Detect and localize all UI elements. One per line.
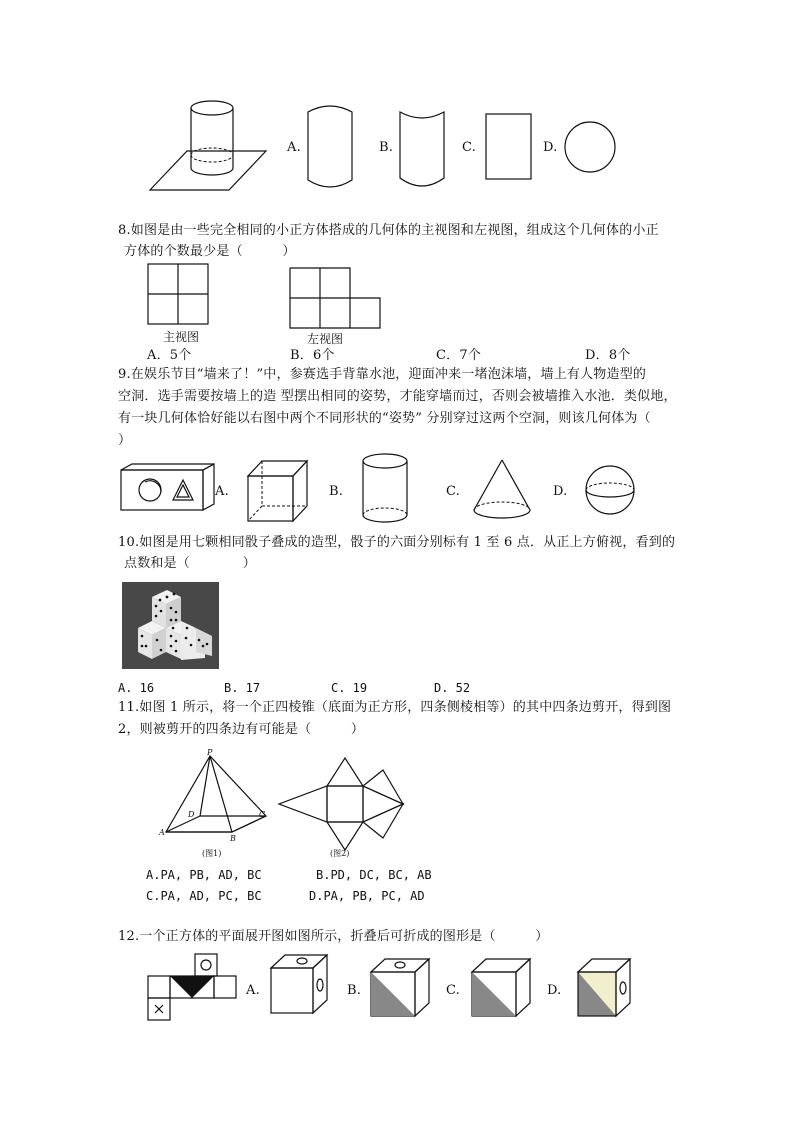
q8-option-d[interactable]: D．8个 [585,348,631,363]
q8-option-c[interactable]: C．7个 [436,348,482,363]
q7-option-b-label[interactable]: B. [379,140,394,155]
q11-text-line2: 2，则被剪开的四条边有可能是（ ） [118,722,365,737]
q7-option-c-label[interactable]: C. [462,140,477,155]
q9-text-line4: ） [118,433,132,448]
q12-option-c-label[interactable]: C. [446,983,461,998]
q11-option-a[interactable]: A.PA, PB, AD, BC [146,868,262,882]
q12-option-a-label[interactable]: A. [246,983,260,998]
q11-label-c: C [259,810,266,819]
q9-option-c-label[interactable]: C. [446,484,461,499]
q10-option-b[interactable]: B. 17 [224,681,261,695]
q8-front-view-caption: 主视图 [163,330,200,344]
q9-option-a-label[interactable]: A. [215,484,229,499]
q11-figure1-caption: (图1) [202,849,222,858]
q11-figure2-caption: (图2) [330,849,350,858]
q9-text-line1: 9.在娱乐节目“墙来了！”中，参赛选手背靠水池，迎面冲来一堵泡沫墙，墙上有人物造型的 [118,367,647,382]
q8-option-a[interactable]: A．5个 [147,348,192,363]
q11-text-line1: 11.如图 1 所示，将一个正四棱锥（底面为正方形，四条侧棱相等）的其中四条边剪开，得到图 [118,700,672,715]
q10-option-c[interactable]: C. 19 [331,681,368,695]
q8-text-line1: 8.如图是由一些完全相同的小正方体搭成的几何体的主视图和左视图，组成这个几何体的小正 [118,223,659,238]
q9-option-b-label[interactable]: B. [329,484,344,499]
q10-option-a[interactable]: A. 16 [118,681,155,695]
q12-option-b-label[interactable]: B. [347,983,362,998]
q11-label-b: B [230,834,236,843]
q11-option-b[interactable]: B.PD, DC, BC, AB [316,868,432,882]
q11-label-d: D [188,810,195,819]
q10-text-line1: 10.如图是用七颗相同骰子叠成的造型，骰子的六面分别标有 1 至 6 点．从正上方俯视，看到的 [118,535,676,550]
q8-option-b[interactable]: B．6个 [290,348,335,363]
q11-label-a: A [159,828,165,837]
q10-option-d[interactable]: D. 52 [434,681,471,695]
q11-option-c[interactable]: C.PA, AD, PC, BC [146,889,262,903]
q9-text-line3: 有一块几何体恰好能以右图中两个不同形状的“姿势” 分别穿过这两个空洞，则该几何体为（ [118,411,651,426]
q11-label-p: P [207,748,213,757]
q9-text-line2: 空洞．选手需要按墙上的造 型摆出相同的姿势，才能穿墙而过，否则会被墙推入水池．类似地， [118,389,677,404]
q8-left-view-caption: 左视图 [307,332,344,346]
q12-option-d-label[interactable]: D. [547,983,562,998]
q9-option-d-label[interactable]: D. [553,484,568,499]
q7-option-d-label[interactable]: D. [543,140,558,155]
q10-text-line2: 点数和是（ ） [124,556,257,571]
q7-option-a-label[interactable]: A. [287,140,301,155]
q8-text-line2: 方体的个数最少是（ ） [124,244,296,259]
q12-text-line1: 12.一个正方体的平面展开图如图所示，折叠后可折成的图形是（ ） [118,929,549,944]
q11-option-d[interactable]: D.PA, PB, PC, AD [309,889,425,903]
